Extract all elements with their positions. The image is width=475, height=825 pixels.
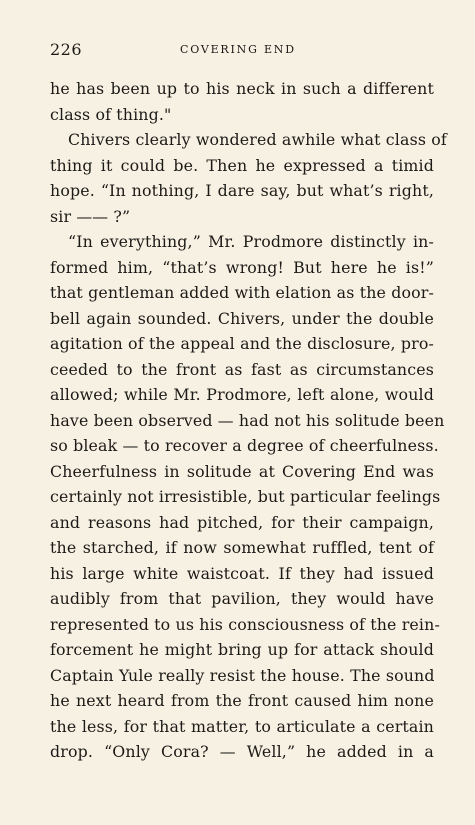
body-text (50, 76, 447, 765)
text-line: class of thing." (50, 104, 172, 124)
text-line: have been observed — had not his solitude been (50, 410, 445, 430)
text-line: bell again sounded. Chivers, under the double (50, 308, 434, 328)
text-line: that gentleman added with elation as the door- (50, 283, 434, 302)
text-line: the less, for that matter, to articulate a certain (50, 716, 434, 736)
text-line: drop. “Only Cora? — Well,” he added in a (50, 742, 434, 761)
text-line: “In everything,” Mr. Prodmore distinctly in- (68, 232, 434, 251)
text-line: hope. “In nothing, I dare say, but what’s right, (50, 181, 434, 200)
text-line: he has been up to his neck in such a different (50, 79, 434, 98)
text-line: represented to us his consciousness of the rein- (50, 614, 440, 634)
text-line: audibly from that pavilion, they would have (50, 589, 434, 608)
text-line: Cheerfulness in solitude at Covering End was (50, 461, 434, 481)
text-line: allowed; while Mr. Prodmore, left alone, would (50, 385, 434, 404)
text-line: agitation of the appeal and the disclosure, pro- (50, 334, 434, 353)
running-head: COVERING END (180, 43, 296, 56)
text-line: sir —— ?” (50, 206, 131, 226)
text-line: certainly not irresistible, but particular feelings (50, 487, 441, 506)
text-line: Captain Yule really resist the house. The sound (50, 665, 435, 685)
page-number: 226 (50, 40, 83, 59)
text-line: Chivers clearly wondered awhile what class of (68, 130, 447, 149)
text-line: ceeded to the front as fast as circumstances (50, 359, 434, 379)
text-line: so bleak — to recover a degree of cheerfulness. (50, 436, 439, 455)
text-line: thing it could be. Then he expressed a timid (50, 155, 434, 175)
page-header (50, 40, 434, 62)
text-line: he next heard from the front caused him none (50, 691, 434, 710)
text-line: his large white waistcoat. If they had issued (50, 563, 434, 583)
text-line: the starched, if now somewhat ruffled, tent of (50, 538, 434, 557)
text-line: forcement he might bring up for attack should (50, 640, 434, 659)
text-line: and reasons had pitched, for their campaign, (50, 512, 434, 532)
text-line: formed him, “that’s wrong! But here he is!” (50, 257, 434, 277)
